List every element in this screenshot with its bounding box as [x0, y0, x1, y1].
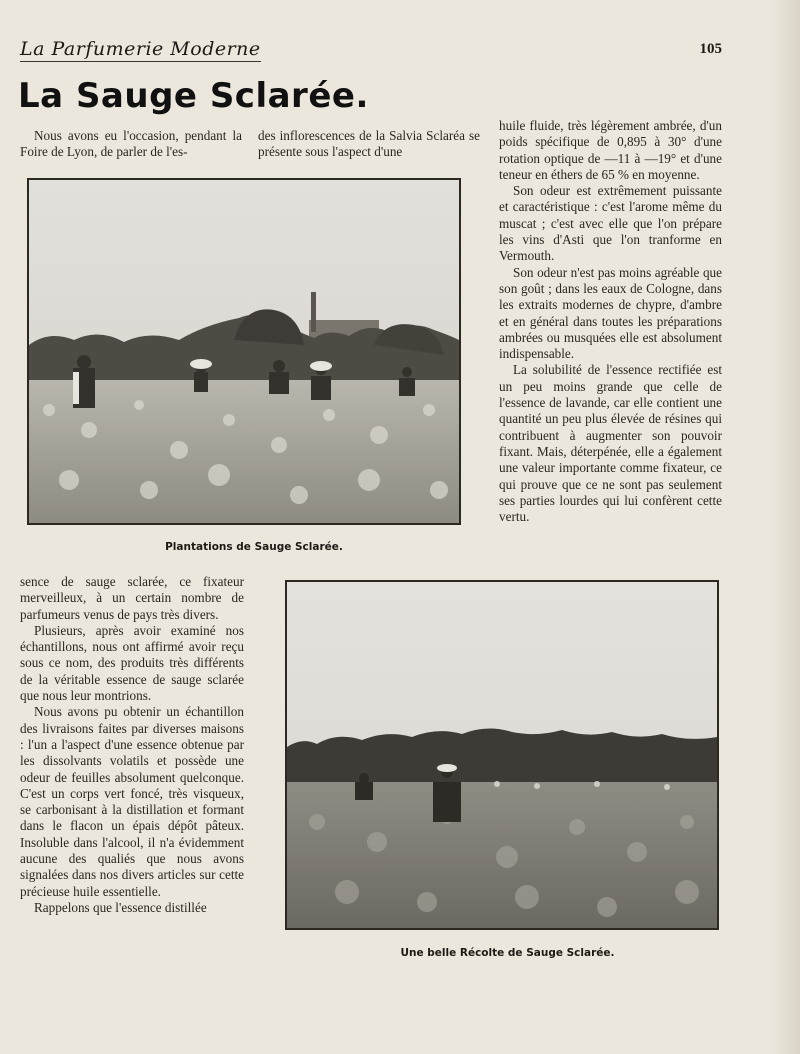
page-edge-shadow: [772, 0, 800, 1054]
paragraph: huile fluide, très légèrement ambrée, d'un poids spécifique de 0,895 à 30° d'une rotation optique de —11 à —19° et d'une teneur en éthers de 65 % en moyenne.: [499, 118, 722, 182]
paragraph: Nous avons eu l'occasion, pendant la Foire de Lyon, de parler de l'es-: [20, 128, 242, 160]
figure-2-caption: Une belle Récolte de Sauge Sclarée.: [400, 947, 615, 959]
left-column: [20, 574, 244, 916]
paragraph: des inflorescences de la Salvia Sclaréa se présente sous l'aspect d'une: [258, 128, 480, 160]
paragraph: sence de sauge sclarée, ce fixateur merveilleux, à un certain nombre de parfumeurs venus de pays très divers.: [20, 574, 244, 622]
paragraph: Son odeur n'est pas moins agréable que son goût ; dans les eaux de Cologne, dans les extraits modernes de chypre, d'ambre et en général dans toutes les préparations ambrées ou musquées elle est absolument indispensable.: [499, 264, 722, 362]
paragraph: La solubilité de l'essence rectifiée est un peu moins grande que celle de l'essence de lavande, car elle contient une quantité un peu plus élevée de résines qui contribuent à augmenter son pouvoir fixant. Mais, déterpénée, elle a également une valeur importante comme fixateur, ce qui prouve que ce ne sont pas seulement ses parties lourdes qui lui confèrent cette vertu.: [499, 362, 722, 525]
page-number: 105: [699, 41, 722, 57]
paragraph: Rappelons que l'essence distillée: [34, 899, 207, 915]
right-column: [499, 118, 722, 525]
paragraph: Nous avons pu obtenir un échantillon des livraisons faites par diverses maisons : l'un a l'aspect d'une essence obtenue par les dissolvants volatils et possède une odeur de feuilles absolument quelconque. C'est un corps vert foncé, très visqueux, se carbonisant à la distillation et formant dans le flacon un épais dépôt pâteux. Insoluble dans l'alcool, il n'a évidemment aucune des qualiés que nous avons signalées dans nos divers articles sur cette précieuse huile essentielle.: [20, 704, 244, 899]
figure-1-caption: Plantations de Sauge Sclarée.: [165, 541, 343, 553]
article-title: La Sauge Sclarée.: [18, 76, 369, 116]
intro-column-1: [20, 128, 242, 161]
journal-title: La Parfumerie Moderne: [20, 38, 261, 60]
paragraph: Son odeur est extrêmement puissante et caractéristique : c'est l'arome même du muscat ; c'est avec elle que l'on prépare les vins d'Asti que l'on tranforme en Vermouth.: [499, 183, 722, 264]
photo-sage-harvest: [285, 580, 719, 930]
paragraph: Plusieurs, après avoir examiné nos échantillons, nous ont affirmé avoir reçu sous ce nom, des produits très différents de la véritable essence de sauge sclarée que nous leur montrions.: [20, 622, 244, 704]
photo-sage-plantation: [27, 178, 461, 525]
intro-column-2: [258, 128, 480, 161]
